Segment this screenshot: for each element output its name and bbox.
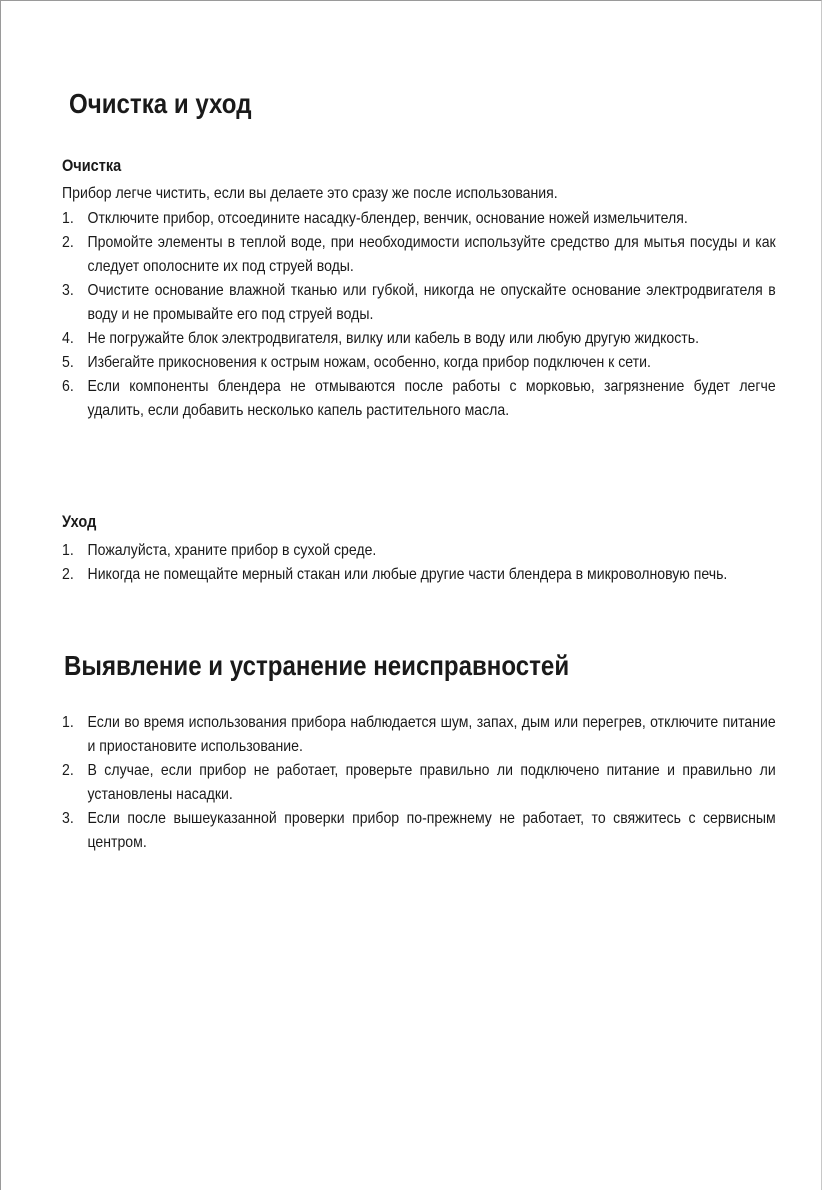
section-title-troubleshooting: Выявление и устранение неисправностей xyxy=(64,650,570,681)
item-number: 2. xyxy=(62,566,74,583)
item-number: 6. xyxy=(62,378,74,395)
care-steps-list xyxy=(62,539,776,587)
list-item xyxy=(62,375,776,423)
item-number: 4. xyxy=(62,330,74,347)
item-text: Пожалуйста, храните прибор в сухой среде. xyxy=(87,542,377,559)
item-number: 5. xyxy=(62,354,74,371)
list-item xyxy=(62,539,776,563)
item-text: Если после вышеуказанной проверки прибор по-прежнему не работает, то свяжитесь с сервисным центром. xyxy=(87,810,776,851)
list-item xyxy=(62,711,776,759)
subsection-heading-cleaning: Очистка xyxy=(62,157,122,175)
cleaning-steps-list xyxy=(62,207,776,423)
item-number: 3. xyxy=(62,810,74,827)
list-item xyxy=(62,563,776,587)
item-number: 2. xyxy=(62,234,74,251)
item-text: Отключите прибор, отсоедините насадку-блендер, венчик, основание ножей измельчителя. xyxy=(87,210,688,227)
cleaning-intro: Прибор легче чистить, если вы делаете это сразу же после использования. xyxy=(62,185,558,202)
item-text: Промойте элементы в теплой воде, при необходимости используйте средство для мытья посуды и как следует ополосните их под струей воды. xyxy=(87,234,776,275)
item-number: 1. xyxy=(62,542,74,559)
item-text: Если во время использования прибора наблюдается шум, запах, дым или перегрев, отключите питание и приостановите использование. xyxy=(87,714,776,755)
item-number: 3. xyxy=(62,282,74,299)
list-item xyxy=(62,759,776,807)
item-text: Никогда не помещайте мерный стакан или любые другие части блендера в микроволновую печь. xyxy=(87,566,728,583)
list-item xyxy=(62,327,776,351)
item-number: 2. xyxy=(62,762,74,779)
item-text: В случае, если прибор не работает, проверьте правильно ли подключено питание и правильно ли установлены насадки. xyxy=(87,762,776,803)
item-number: 1. xyxy=(62,210,74,227)
item-text: Очистите основание влажной тканью или губкой, никогда не опускайте основание электродвигателя в воду и не промывайте его под струей воды. xyxy=(87,282,776,323)
troubleshooting-steps-list xyxy=(62,711,776,855)
item-number: 1. xyxy=(62,714,74,731)
section-title-cleaning-care: Очистка и уход xyxy=(69,88,252,119)
list-item xyxy=(62,279,776,327)
list-item xyxy=(62,807,776,855)
item-text: Не погружайте блок электродвигателя, вилку или кабель в воду или любую другую жидкость. xyxy=(87,330,699,347)
list-item xyxy=(62,351,776,375)
subsection-heading-care: Уход xyxy=(62,513,97,531)
item-text: Если компоненты блендера не отмываются после работы с морковью, загрязнение будет легче удалить, если добавить несколько капель растительного масла. xyxy=(87,378,776,419)
list-item xyxy=(62,207,776,231)
list-item xyxy=(62,231,776,279)
item-text: Избегайте прикосновения к острым ножам, особенно, когда прибор подключен к сети. xyxy=(87,354,651,371)
